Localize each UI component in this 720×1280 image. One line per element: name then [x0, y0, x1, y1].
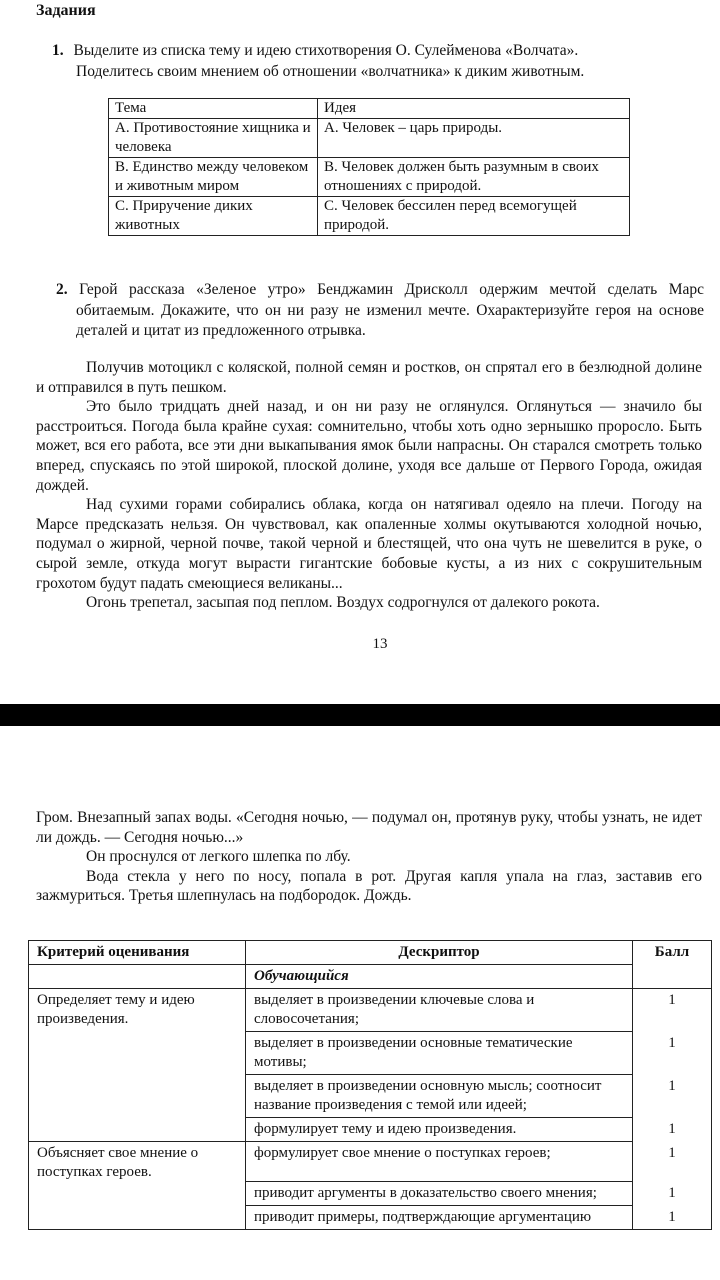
table-row [109, 158, 630, 197]
task-2-text: Герой рассказа «Зеленое утро» Бенджамин Дрисколл одержим мечтой сделать Марс обитаемым. Докажите, что он ни разу не изменил мечте. Охарактеризуйте героя на основе деталей и цитат из предложенного отрывка. [76, 281, 705, 339]
task-2-number: 2. [56, 281, 68, 298]
section-heading: Задания [36, 2, 96, 19]
page-divider [0, 704, 720, 726]
score-cell: 1 [633, 1182, 712, 1206]
score-header: Балл [633, 941, 712, 965]
theme-header: Тема [109, 99, 318, 119]
table-row [109, 119, 630, 158]
score-cell: 1 [633, 1118, 712, 1142]
excerpt-paragraph: Вода стекла у него по носу, попала в рот. Другая капля упала на глаз, заставив его зажмуриться. Третья шлепнулась на подбородок. Дождь. [36, 867, 702, 905]
excerpt-paragraph: Гром. Внезапный запах воды. «Сегодня ночью, — подумал он, протянув руку, чтобы узнать, не идет ли дождь. — Сегодня ночью...» [36, 809, 702, 846]
learner-subheader: Обучающийся [246, 965, 633, 989]
descriptor-cell: формулирует свое мнение о поступках героев; [246, 1142, 633, 1182]
page-number: 13 [372, 636, 388, 652]
idea-header: Идея [318, 99, 630, 119]
empty-cell [29, 965, 246, 989]
descriptor-cell: формулирует тему и идею произведения. [246, 1118, 633, 1142]
table-row [109, 197, 630, 236]
task-1 [52, 40, 692, 82]
excerpt-paragraph: Огонь трепетал, засыпая под пеплом. Воздух содрогнулся от далекого рокота. [86, 594, 600, 612]
table-header-row [29, 941, 712, 965]
task-1-line-1: Выделите из списка тему и идею стихотворения О. Сулейменова «Волчата». [73, 42, 579, 59]
descriptor-cell: приводит примеры, подтверждающие аргументацию [246, 1206, 633, 1230]
theme-idea-table [108, 98, 630, 236]
score-cell: 1 [633, 1206, 712, 1230]
task-1-number: 1. [52, 42, 64, 59]
theme-cell: В. Единство между человеком и животным миром [109, 158, 318, 197]
empty-cell [633, 965, 712, 989]
idea-cell: В. Человек должен быть разумным в своих отношениях с природой. [318, 158, 630, 197]
score-cell: 1 [633, 1075, 712, 1118]
descriptor-cell: выделяет в произведении основную мысль; соотносит название произведения с темой или идеей; [246, 1075, 633, 1118]
descriptor-cell: приводит аргументы в доказательство своего мнения; [246, 1182, 633, 1206]
score-cell: 1 [633, 1142, 712, 1182]
score-cell: 1 [633, 1032, 712, 1075]
excerpt-paragraph: Над сухими горами собирались облака, когда он натягивал одеяло на плечи. Погоду на Марсе предсказать нельзя. Он чувствовал, как опаленные холмы окутываются холодной ночью, подумал о жирной, черной почве, такой черной и блестящей, что она чуть не шевелится в руке, о сырой земле, откуда могут вырасти гигантские бобовые кусты, а из них с сокрушительным грохотом будут падать смеющиеся великаны... [36, 496, 702, 592]
table-header-row [109, 99, 630, 119]
idea-cell: С. Человек бессилен перед всемогущей природой. [318, 197, 630, 236]
theme-cell: А. Противостояние хищника и человека [109, 119, 318, 158]
excerpt-paragraph: Это было тридцать дней назад, и он ни разу не оглянулся. Оглянуться — значило бы расстроиться. Погода была крайне сухая: сомнительно, чтобы хоть одно зернышко проросло. Быть может, вся его работа, все эти дни выкапывания ямок были напрасны. Он старался смотреть только вперед, спускаясь по этой широкой, плоской долине, уходя все дальше от Первого Города, ожидая дождей. [36, 398, 702, 494]
excerpt [36, 358, 702, 613]
score-cell: 1 [633, 989, 712, 1032]
criterion-cell: Объясняет свое мнение о поступках героев. [29, 1142, 246, 1230]
excerpt-paragraph: Он проснулся от легкого шлепка по лбу. [86, 848, 351, 866]
table-subheader-row [29, 965, 712, 989]
criterion-cell: Определяет тему и идею произведения. [29, 989, 246, 1142]
task-2 [56, 280, 704, 342]
table-row [29, 1142, 712, 1182]
excerpt-continuation [36, 808, 702, 906]
assessment-table [28, 940, 712, 1230]
theme-cell: С. Приручение диких животных [109, 197, 318, 236]
descriptor-cell: выделяет в произведении ключевые слова и словосочетания; [246, 989, 633, 1032]
descriptor-header: Дескриптор [246, 941, 633, 965]
table-row [29, 989, 712, 1032]
excerpt-paragraph: Получив мотоцикл с коляской, полной семян и ростков, он спрятал его в безлюдной долине и отправился в путь пешком. [36, 359, 702, 396]
descriptor-cell: выделяет в произведении основные тематические мотивы; [246, 1032, 633, 1075]
idea-cell: А. Человек – царь природы. [318, 119, 630, 158]
criteria-header: Критерий оценивания [29, 941, 246, 965]
task-1-line-2: Поделитесь своим мнением об отношении «волчатника» к диким животным. [76, 63, 585, 80]
